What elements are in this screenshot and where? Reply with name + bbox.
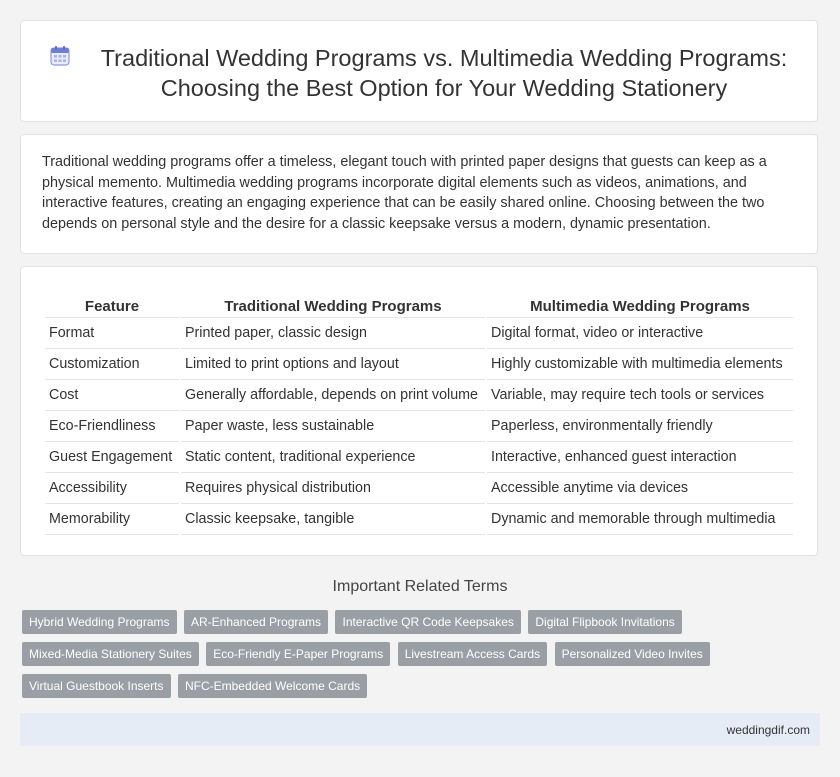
intro-paragraph: Traditional wedding programs offer a timeless, elegant touch with printed paper designs that guests can keep as a physical memento. Multimedia wedding programs incorporate digital elements such as videos, animations, and interactive features, creating an engaging experience that can be easily shared online. Choosing between the two depends on personal style and the desire for a classic keepsake versus a modern, dynamic presentation. (42, 154, 767, 232)
title-card (20, 20, 818, 122)
related-term-tag[interactable]: NFC-Embedded Welcome Cards (178, 674, 367, 698)
cell-multimedia: Variable, may require tech tools or services (487, 380, 793, 411)
cell-multimedia: Accessible anytime via devices (487, 473, 793, 504)
cell-multimedia: Paperless, environmentally friendly (487, 411, 793, 442)
related-term-tag[interactable]: AR-Enhanced Programs (184, 610, 328, 634)
related-terms-heading: Important Related Terms (332, 578, 508, 595)
table-header-row (45, 295, 793, 318)
table-row (45, 349, 793, 380)
table-row (45, 473, 793, 504)
related-term-tag[interactable]: Eco-Friendly E-Paper Programs (206, 642, 390, 666)
footer-site-link[interactable]: weddingdif.com (726, 723, 810, 737)
cell-feature: Format (45, 318, 179, 349)
related-term-tag[interactable]: Interactive QR Code Keepsakes (335, 610, 520, 634)
comparison-table (43, 295, 795, 535)
cell-feature: Customization (45, 349, 179, 380)
cell-multimedia: Highly customizable with multimedia elements (487, 349, 793, 380)
cell-traditional: Paper waste, less sustainable (181, 411, 485, 442)
footer-bar (20, 713, 820, 746)
header-feature: Feature (45, 295, 179, 318)
related-term-tag[interactable]: Digital Flipbook Invitations (528, 610, 681, 634)
page-title: Traditional Wedding Programs vs. Multimedia Wedding Programs: Choosing the Best Option for Your Wedding Stationery (100, 45, 788, 101)
comparison-card (20, 266, 818, 556)
related-term-tag[interactable]: Virtual Guestbook Inserts (22, 674, 171, 698)
table-row (45, 504, 793, 535)
related-term-tag[interactable]: Livestream Access Cards (398, 642, 547, 666)
cell-traditional: Generally affordable, depends on print volume (181, 380, 485, 411)
related-terms-list (22, 610, 722, 706)
cell-feature: Accessibility (45, 473, 179, 504)
cell-traditional: Printed paper, classic design (181, 318, 485, 349)
cell-feature: Eco-Friendliness (45, 411, 179, 442)
cell-feature: Cost (45, 380, 179, 411)
related-term-tag[interactable]: Hybrid Wedding Programs (22, 610, 177, 634)
table-row (45, 442, 793, 473)
related-term-tag[interactable]: Mixed-Media Stationery Suites (22, 642, 199, 666)
cell-multimedia: Dynamic and memorable through multimedia (487, 504, 793, 535)
header-multimedia: Multimedia Wedding Programs (487, 295, 793, 318)
table-row (45, 380, 793, 411)
table-row (45, 318, 793, 349)
cell-multimedia: Digital format, video or interactive (487, 318, 793, 349)
cell-feature: Memorability (45, 504, 179, 535)
cell-feature: Guest Engagement (45, 442, 179, 473)
related-term-tag[interactable]: Personalized Video Invites (555, 642, 710, 666)
cell-traditional: Static content, traditional experience (181, 442, 485, 473)
cell-multimedia: Interactive, enhanced guest interaction (487, 442, 793, 473)
cell-traditional: Classic keepsake, tangible (181, 504, 485, 535)
table-row (45, 411, 793, 442)
intro-card (20, 134, 818, 254)
cell-traditional: Limited to print options and layout (181, 349, 485, 380)
cell-traditional: Requires physical distribution (181, 473, 485, 504)
header-traditional: Traditional Wedding Programs (181, 295, 485, 318)
